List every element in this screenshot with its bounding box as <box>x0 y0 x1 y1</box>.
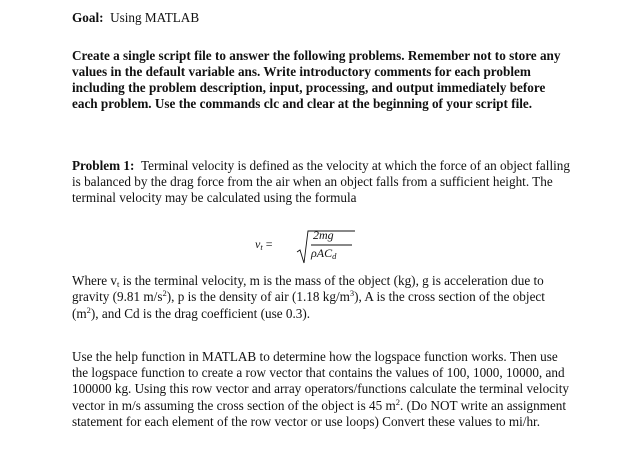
where-sup-2: 3 <box>349 288 355 299</box>
problem-1-label: Problem 1: <box>72 158 135 173</box>
where-text-1: Where v <box>72 273 118 288</box>
logspace-text-1: Use the help function in MATLAB to determine how the logspace function works. Then use the logspace function to create a row vector that contains the values of 100, 1000, 10000, and 100000 kg. Using this row vector and array operators/functions calculate the terminal velocity vector in m/s assuming the cross section of the object is 45 m <box>72 349 569 413</box>
formula-lhs-subscript: t <box>260 242 263 252</box>
problem-1-paragraph <box>72 158 572 207</box>
goal-label: Goal: <box>72 10 104 25</box>
formula-numerator: 2mg <box>313 228 334 242</box>
formula-equals: = <box>265 237 273 251</box>
variable-definitions-paragraph <box>72 273 572 322</box>
formula-lhs <box>255 237 272 252</box>
problem-1-text: Terminal velocity is defined as the velocity at which the force of an object falling is balanced by the drag force from the air when an object falls from a sufficient height. The terminal velocity may be calculated using the formula <box>72 158 570 206</box>
logspace-task-paragraph <box>72 349 572 430</box>
terminal-velocity-formula <box>255 226 365 266</box>
logspace-text-2: . (Do NOT write an assignment statement for each element of the row vector or use loops) Convert these values to mi/hr. <box>72 397 567 429</box>
instructions-paragraph: Create a single script file to answer the following problems. Remember not to store any values in the default variable ans. Write introductory comments for each problem including the problem description, input, processing, and output immediately before each problem. Use the commands clc and clear at the beginning of your script file. <box>72 48 561 111</box>
goal-line <box>72 10 572 26</box>
where-sub-t: t <box>117 279 120 289</box>
where-text-3: ), p is the density of air (1.18 kg/m <box>166 289 350 305</box>
where-text-5: ), and Cd is the drag coefficient (use 0.3). <box>90 305 311 321</box>
where-text-4: ), A is the cross section of the object (m <box>72 289 545 321</box>
where-sup-1: 2 <box>162 288 167 299</box>
formula-lhs-symbol: v <box>255 237 261 251</box>
where-text-2: is the terminal velocity, m is the mass of the object (kg), g is acceleration due to gravity (9.81 m/s <box>72 273 544 305</box>
logspace-sup: 2 <box>395 396 401 407</box>
where-sup-3: 2 <box>86 304 91 315</box>
formula-denominator-text: ρAC <box>311 246 333 260</box>
formula-denominator <box>311 246 336 261</box>
goal-text: Using MATLAB <box>110 10 200 25</box>
formula-denominator-subscript: d <box>332 251 337 261</box>
